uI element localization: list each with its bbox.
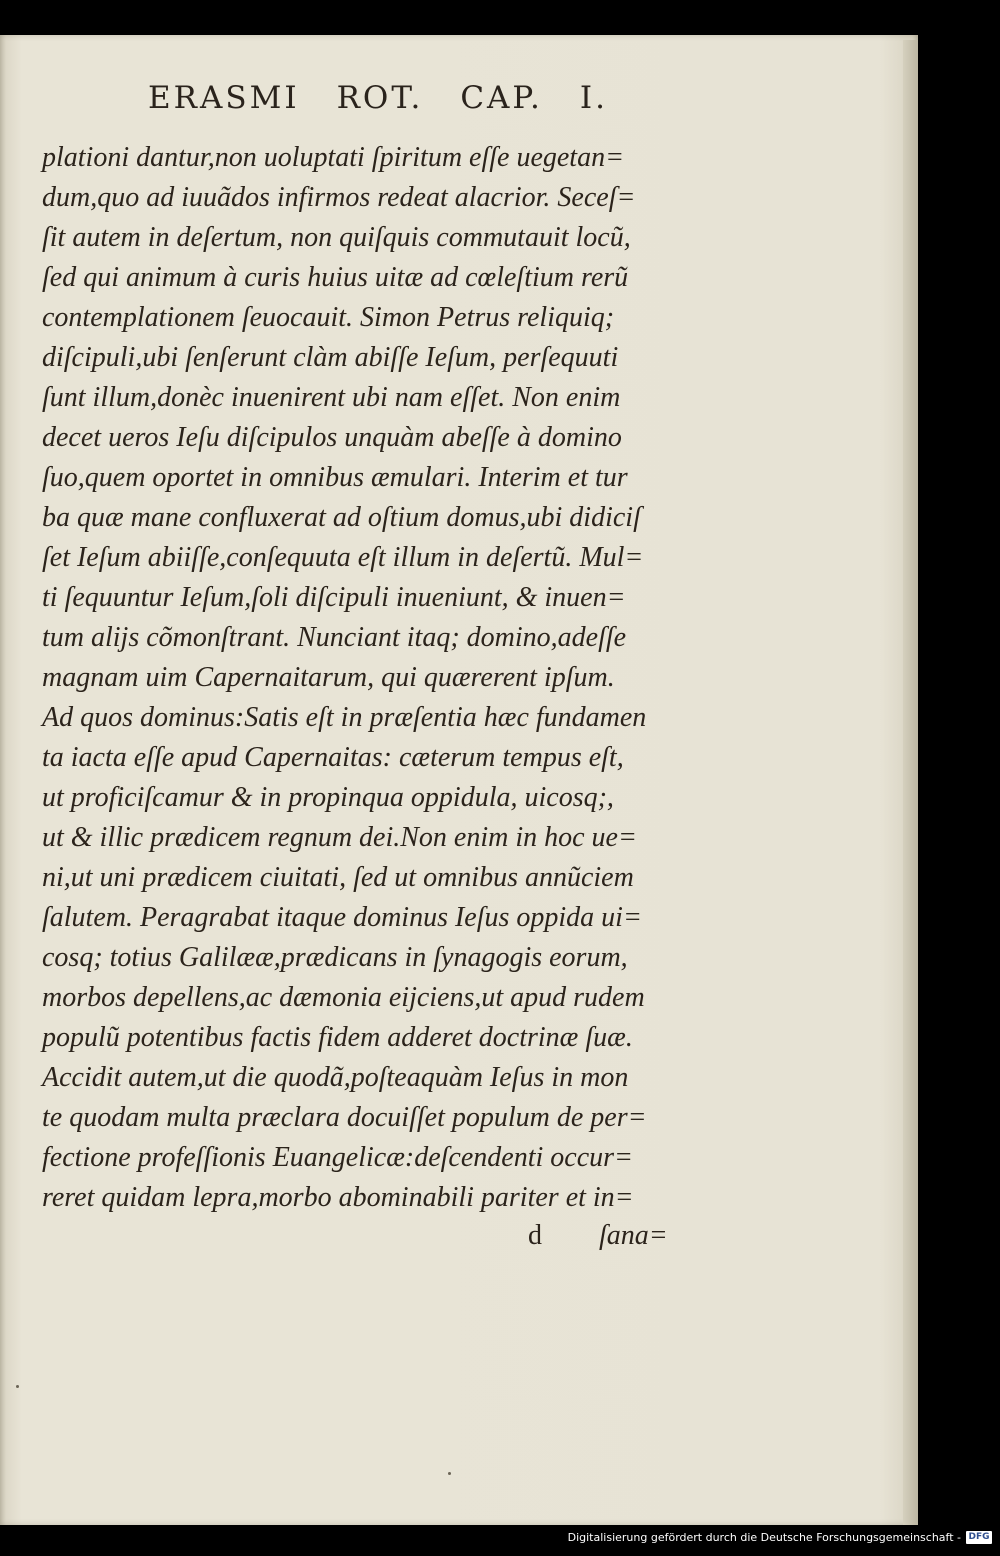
paper-speck — [448, 1472, 451, 1475]
text-line: cosq; totius Galilææ,prædicans in ſynagogis eorum, — [42, 942, 628, 973]
text-line: diſcipuli,ubi ſenſerunt clàm abiſſe Ieſum, perſequuti — [42, 342, 619, 373]
text-line: ſunt illum,donèc inuenirent ubi nam eſſet. Non enim — [42, 382, 621, 413]
text-line: contemplationem ſeuocauit. Simon Petrus reliquiq; — [42, 302, 615, 333]
text-line: fectione profeſſionis Euangelicæ:deſcendenti occur= — [42, 1142, 633, 1173]
text-line: te quodam multa præclara docuiſſet populum de per= — [42, 1102, 647, 1133]
text-line: ut proficiſcamur & in propinqua oppidula, uicosq;, — [42, 782, 614, 813]
page-edge — [903, 40, 918, 1525]
catchwords — [528, 1220, 668, 1252]
signature-mark: d — [528, 1220, 542, 1251]
text-line: magnam uim Capernaitarum, qui quærerent ipſum. — [42, 662, 615, 693]
footer-text: Digitalisierung gefördert durch die Deutsche Forschungsgemeinschaft - — [567, 1530, 961, 1544]
catchword: ſana= — [599, 1220, 668, 1251]
text-line: Ad quos dominus:Satis eſt in præſentia hæc fundamen — [42, 702, 647, 733]
text-line: morbos depellens,ac dæmonia eijciens,ut apud rudem — [42, 982, 645, 1013]
text-line: ti ſequuntur Ieſum,ſoli diſcipuli inueniunt, & inuen= — [42, 582, 626, 613]
text-line: ſet Ieſum abiiſſe,conſequuta eſt illum in deſertũ. Mul= — [42, 542, 644, 573]
running-head-surname: ROT. — [336, 80, 424, 116]
text-line: ſuo,quem oportet in omnibus æmulari. Interim et tur — [42, 462, 628, 493]
text-line: ſit autem in deſertum, non quiſquis commutauit locũ, — [42, 222, 631, 253]
running-head-chapter: CAP. — [460, 80, 543, 116]
text-line: Accidit autem,ut die quodã,poſteaquàm Ieſus in mon — [42, 1062, 629, 1093]
text-line: ſalutem. Peragrabat itaque dominus Ieſus oppida ui= — [42, 902, 642, 933]
text-line: dum,quo ad iuuãdos infirmos redeat alacrior. Seceſ= — [42, 182, 636, 213]
running-head — [148, 80, 608, 116]
text-line: ſed qui animum à curis huius uitæ ad cœleſtium rerũ — [42, 262, 629, 293]
text-line: populũ potentibus factis fidem adderet doctrinæ ſuæ. — [42, 1022, 633, 1053]
text-line: ta iacta eſſe apud Capernaitas: cæterum tempus eſt, — [42, 742, 624, 773]
running-head-number: I. — [579, 80, 608, 116]
paper-speck — [16, 1385, 19, 1388]
funding-footer — [568, 1528, 992, 1546]
text-line: ni,ut uni prædicem ciuitati, ſed ut omnibus annũciem — [42, 862, 634, 893]
running-head-author: ERASMI — [148, 80, 300, 116]
text-line: tum alijs cõmonſtrant. Nunciant itaq; domino,adeſſe — [42, 622, 627, 653]
dfg-logo-icon: DFG — [966, 1531, 992, 1544]
text-line: decet ueros Ieſu diſcipulos unquàm abeſſe à domino — [42, 422, 622, 453]
body-text — [42, 138, 682, 1218]
text-line: ba quæ mane confluxerat ad oſtium domus,ubi didiciſ — [42, 502, 641, 533]
text-line: plationi dantur,non uoluptati ſpiritum eſſe uegetan= — [42, 142, 624, 173]
text-line: reret quidam lepra,morbo abominabili pariter et in= — [42, 1182, 634, 1213]
text-line: ut & illic prædicem regnum dei.Non enim in hoc ue= — [42, 822, 637, 853]
